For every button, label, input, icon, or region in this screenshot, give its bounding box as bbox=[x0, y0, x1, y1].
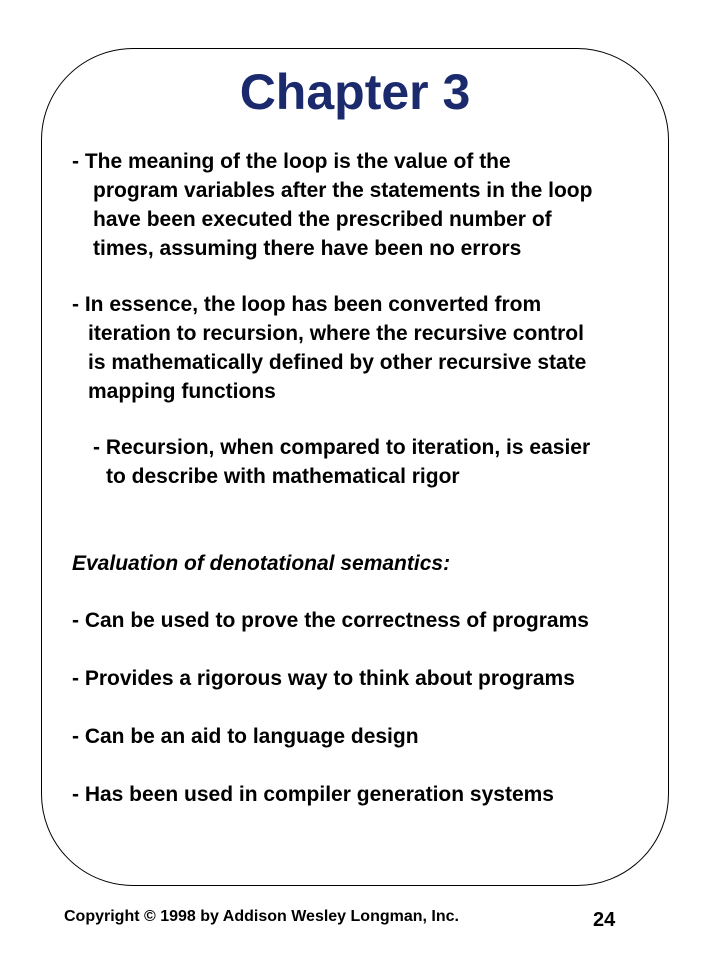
evaluation-item-2: - Provides a rigorous way to think about programs bbox=[72, 667, 575, 690]
bullet-2-line-4: mapping functions bbox=[88, 380, 276, 403]
bullet-2-line-2: iteration to recursion, where the recursive control bbox=[88, 322, 584, 345]
evaluation-item-1: - Can be used to prove the correctness of programs bbox=[72, 609, 589, 632]
bullet-1-line-3: have been executed the prescribed number of bbox=[93, 208, 552, 231]
bullet-2-line-3: is mathematically defined by other recursive state bbox=[88, 351, 587, 374]
copyright-notice: Copyright © 1998 by Addison Wesley Longman, Inc. bbox=[64, 908, 459, 925]
evaluation-item-3: - Can be an aid to language design bbox=[72, 725, 419, 748]
bullet-1-line-4: times, assuming there have been no errors bbox=[93, 237, 522, 260]
page-number: 24 bbox=[593, 909, 616, 931]
bullet-1-line-1: - The meaning of the loop is the value of the bbox=[72, 150, 511, 173]
sub-bullet-line-2: to describe with mathematical rigor bbox=[106, 465, 460, 488]
slide-title: Chapter 3 bbox=[239, 64, 471, 120]
bullet-1-line-2: program variables after the statements in the loop bbox=[93, 179, 593, 202]
sub-bullet-line-1: - Recursion, when compared to iteration, is easier bbox=[93, 436, 591, 459]
bullet-2-line-1: - In essence, the loop has been converted from bbox=[72, 293, 542, 316]
evaluation-item-4: - Has been used in compiler generation systems bbox=[72, 783, 554, 806]
evaluation-heading: Evaluation of denotational semantics: bbox=[72, 552, 451, 575]
